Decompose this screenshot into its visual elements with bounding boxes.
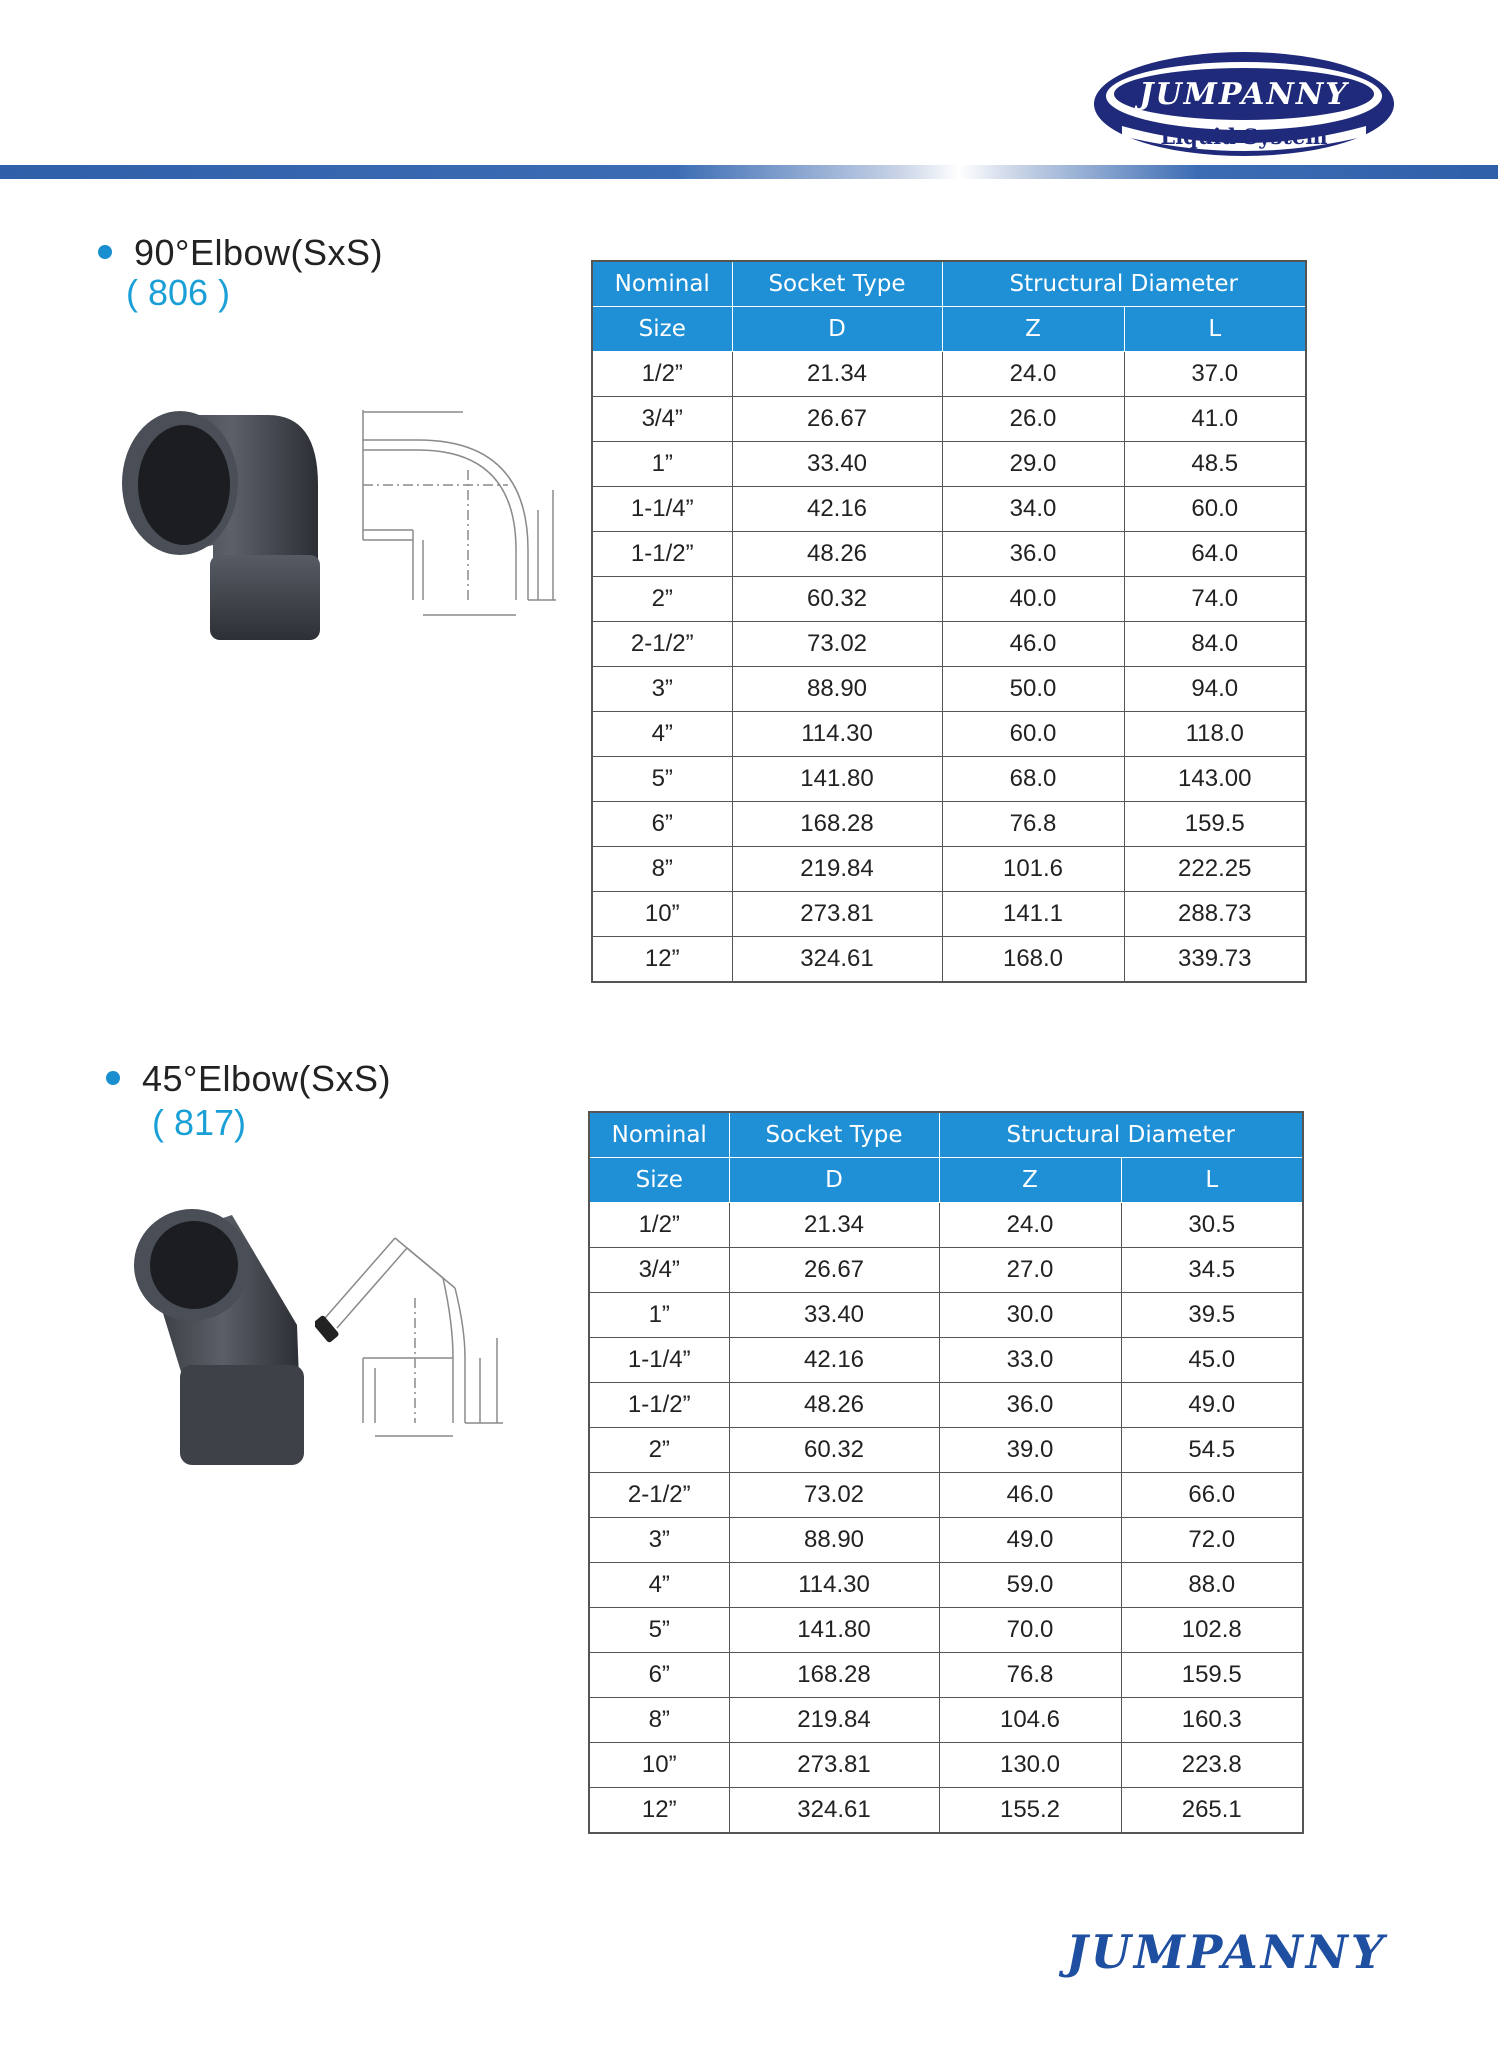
cell-d: 48.26 [732,532,942,577]
cell-l: 288.73 [1124,892,1306,937]
table-row [589,1338,1303,1383]
cell-d: 33.40 [732,442,942,487]
cell-size: 6” [592,802,732,847]
header-socket-type: Socket Type [732,261,942,307]
cell-l: 37.0 [1124,352,1306,397]
cell-l: 84.0 [1124,622,1306,667]
cell-l: 54.5 [1121,1428,1303,1473]
cell-z: 49.0 [939,1518,1121,1563]
cell-z: 40.0 [942,577,1124,622]
cell-z: 60.0 [942,712,1124,757]
cell-d: 114.30 [732,712,942,757]
cell-size: 1-1/4” [589,1338,729,1383]
cell-l: 222.25 [1124,847,1306,892]
table-body [592,352,1306,983]
brand-logo [1092,48,1396,160]
table-row [589,1203,1303,1248]
cell-size: 10” [592,892,732,937]
brand-tagline: Liquid System [1160,124,1328,149]
cell-d: 219.84 [729,1698,939,1743]
cell-l: 72.0 [1121,1518,1303,1563]
cell-d: 273.81 [729,1743,939,1788]
cell-size: 5” [592,757,732,802]
cell-d: 324.61 [729,1788,939,1834]
cell-z: 59.0 [939,1563,1121,1608]
spec-table-45-elbow [588,1111,1304,1834]
cell-size: 2” [589,1428,729,1473]
table-header-row [592,261,1306,307]
cell-size: 3/4” [592,397,732,442]
cell-d: 88.90 [729,1518,939,1563]
header-z: Z [939,1158,1121,1203]
cell-z: 34.0 [942,487,1124,532]
table-row [589,1698,1303,1743]
cell-z: 104.6 [939,1698,1121,1743]
cell-l: 159.5 [1124,802,1306,847]
table-row [592,937,1306,983]
cell-z: 70.0 [939,1608,1121,1653]
elbow-90-photo [118,405,328,645]
header-socket-type: Socket Type [729,1112,939,1158]
cell-size: 4” [589,1563,729,1608]
cell-size: 1-1/2” [589,1383,729,1428]
header-d: D [729,1158,939,1203]
table-row [589,1788,1303,1834]
table-row [589,1743,1303,1788]
cell-d: 73.02 [732,622,942,667]
cell-size: 12” [589,1788,729,1834]
cell-size: 1-1/2” [592,532,732,577]
cell-d: 114.30 [729,1563,939,1608]
cell-l: 94.0 [1124,667,1306,712]
header-size: Size [592,307,732,352]
cell-d: 273.81 [732,892,942,937]
cell-d: 168.28 [729,1653,939,1698]
cell-size: 1” [592,442,732,487]
cell-z: 46.0 [939,1473,1121,1518]
header-band [0,165,1498,179]
header-structural-diameter: Structural Diameter [942,261,1306,307]
cell-z: 26.0 [942,397,1124,442]
cell-z: 101.6 [942,847,1124,892]
header-size: Size [589,1158,729,1203]
cell-d: 21.34 [729,1203,939,1248]
header-d: D [732,307,942,352]
table-row [592,667,1306,712]
cell-z: 76.8 [939,1653,1121,1698]
section-code-817: ( 817) [152,1102,247,1143]
cell-z: 46.0 [942,622,1124,667]
cell-z: 76.8 [942,802,1124,847]
footer-brand-logo: JUMPANNY [1066,1925,1387,1979]
table-row [592,892,1306,937]
table-row [589,1248,1303,1293]
cell-d: 324.61 [732,937,942,983]
header-l: L [1121,1158,1303,1203]
table-row [589,1293,1303,1338]
table-row [592,577,1306,622]
table-row [589,1383,1303,1428]
table-row [592,847,1306,892]
cell-z: 33.0 [939,1338,1121,1383]
cell-l: 30.5 [1121,1203,1303,1248]
table-row [592,712,1306,757]
cell-d: 48.26 [729,1383,939,1428]
cell-d: 141.80 [732,757,942,802]
cell-d: 60.32 [732,577,942,622]
table-row [589,1563,1303,1608]
cell-z: 155.2 [939,1788,1121,1834]
cell-size: 2-1/2” [592,622,732,667]
cell-l: 74.0 [1124,577,1306,622]
header-nominal: Nominal [592,261,732,307]
cell-d: 168.28 [732,802,942,847]
cell-z: 68.0 [942,757,1124,802]
table-row [589,1653,1303,1698]
section-title-text: 45°Elbow(SxS) [142,1058,391,1099]
section-title-text: 90°Elbow(SxS) [134,232,383,273]
table-header-row [592,307,1306,352]
cell-l: 41.0 [1124,397,1306,442]
cell-z: 24.0 [939,1203,1121,1248]
cell-l: 88.0 [1121,1563,1303,1608]
cell-z: 168.0 [942,937,1124,983]
cell-z: 130.0 [939,1743,1121,1788]
cell-size: 12” [592,937,732,983]
table-header-row [589,1112,1303,1158]
cell-l: 60.0 [1124,487,1306,532]
table-body [589,1203,1303,1834]
table-row [592,397,1306,442]
bullet-icon [106,1071,120,1085]
elbow-90-drawing [358,410,558,625]
cell-size: 2-1/2” [589,1473,729,1518]
table-row [592,442,1306,487]
cell-z: 50.0 [942,667,1124,712]
table-row [592,487,1306,532]
cell-z: 27.0 [939,1248,1121,1293]
cell-l: 223.8 [1121,1743,1303,1788]
cell-size: 4” [592,712,732,757]
cell-d: 141.80 [729,1608,939,1653]
cell-l: 143.00 [1124,757,1306,802]
section-title-90-elbow [98,232,383,274]
cell-z: 24.0 [942,352,1124,397]
cell-size: 1/2” [592,352,732,397]
cell-z: 29.0 [942,442,1124,487]
cell-d: 33.40 [729,1293,939,1338]
cell-l: 118.0 [1124,712,1306,757]
cell-l: 265.1 [1121,1788,1303,1834]
cell-size: 3” [589,1518,729,1563]
cell-size: 8” [589,1698,729,1743]
cell-l: 39.5 [1121,1293,1303,1338]
table-row [592,532,1306,577]
table-row [592,802,1306,847]
table-row [589,1428,1303,1473]
cell-d: 73.02 [729,1473,939,1518]
table-row [589,1473,1303,1518]
cell-size: 3/4” [589,1248,729,1293]
cell-z: 36.0 [942,532,1124,577]
header-z: Z [942,307,1124,352]
cell-l: 102.8 [1121,1608,1303,1653]
table-row [589,1518,1303,1563]
spec-table-90-elbow [591,260,1307,983]
header-structural-diameter: Structural Diameter [939,1112,1303,1158]
cell-d: 88.90 [732,667,942,712]
cell-l: 45.0 [1121,1338,1303,1383]
cell-l: 34.5 [1121,1248,1303,1293]
cell-l: 159.5 [1121,1653,1303,1698]
table-row [592,622,1306,667]
elbow-45-drawing [315,1228,510,1448]
cell-size: 1” [589,1293,729,1338]
cell-z: 141.1 [942,892,1124,937]
cell-z: 36.0 [939,1383,1121,1428]
bullet-icon [98,245,112,259]
cell-l: 49.0 [1121,1383,1303,1428]
cell-size: 5” [589,1608,729,1653]
section-code-806: ( 806 ) [126,272,231,313]
header-l: L [1124,307,1306,352]
cell-d: 21.34 [732,352,942,397]
cell-l: 339.73 [1124,937,1306,983]
section-title-45-elbow [106,1058,391,1100]
cell-l: 66.0 [1121,1473,1303,1518]
cell-l: 160.3 [1121,1698,1303,1743]
cell-size: 6” [589,1653,729,1698]
elbow-45-photo [122,1205,312,1470]
cell-size: 8” [592,847,732,892]
cell-l: 48.5 [1124,442,1306,487]
table-row [589,1608,1303,1653]
header-nominal: Nominal [589,1112,729,1158]
cell-size: 1/2” [589,1203,729,1248]
cell-size: 3” [592,667,732,712]
cell-d: 42.16 [729,1338,939,1383]
table-row [592,757,1306,802]
cell-l: 64.0 [1124,532,1306,577]
cell-d: 42.16 [732,487,942,532]
cell-d: 60.32 [729,1428,939,1473]
table-header-row [589,1158,1303,1203]
cell-z: 30.0 [939,1293,1121,1338]
cell-z: 39.0 [939,1428,1121,1473]
cell-d: 26.67 [729,1248,939,1293]
cell-size: 2” [592,577,732,622]
cell-d: 26.67 [732,397,942,442]
cell-size: 10” [589,1743,729,1788]
table-row [592,352,1306,397]
cell-size: 1-1/4” [592,487,732,532]
brand-logo-graphic [1092,48,1396,160]
brand-name: JUMPANNY [1139,77,1349,112]
cell-d: 219.84 [732,847,942,892]
